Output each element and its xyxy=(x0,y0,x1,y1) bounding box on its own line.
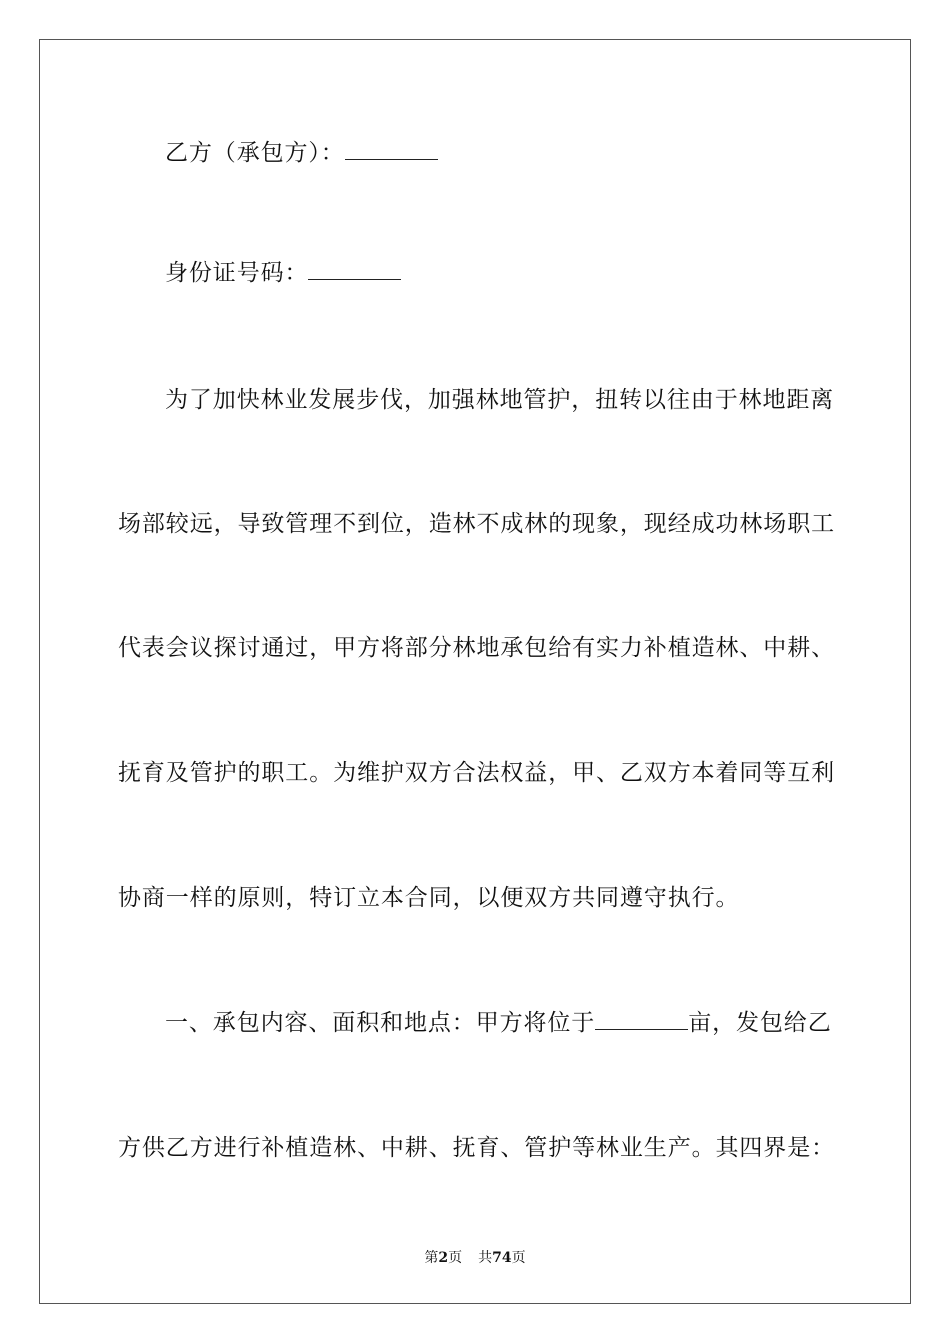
location-blank[interactable] xyxy=(595,1009,688,1030)
paragraph-line-1 xyxy=(165,385,835,415)
total-suffix: 页 xyxy=(511,1250,526,1266)
page-current: 2 xyxy=(438,1250,449,1266)
page-suffix: 页 xyxy=(448,1250,463,1266)
paragraph-text: 方供乙方进行补植造林、中耕、抚育、管护等林业生产。其四界是： xyxy=(118,1135,835,1161)
page-total: 74 xyxy=(492,1250,512,1266)
clause-1-line-2 xyxy=(118,1133,835,1163)
paragraph-text: 协商一样的原则，特订立本合同，以便双方共同遵守执行。 xyxy=(118,885,740,911)
paragraph-line-2 xyxy=(118,509,835,539)
paragraph-line-3 xyxy=(118,633,835,663)
page-prefix: 第 xyxy=(424,1250,439,1266)
paragraph-line-4 xyxy=(118,758,835,788)
paragraph-text: 抚育及管护的职工。为维护双方合法权益，甲、乙双方本着同等互利 xyxy=(118,760,835,786)
party-b-line xyxy=(165,138,832,168)
party-b-blank[interactable] xyxy=(345,139,438,160)
clause-1-text-after: 亩，发包给乙 xyxy=(688,1010,832,1036)
page-footer xyxy=(0,1249,950,1267)
paragraph-text: 场部较远，导致管理不到位，造林不成林的现象，现经成功林场职工 xyxy=(118,511,835,537)
clause-1-line-1 xyxy=(165,1008,832,1038)
id-number-line xyxy=(165,258,832,288)
paragraph-text: 为了加快林业发展步伐，加强林地管护，扭转以往由于林地距离 xyxy=(165,387,835,413)
paragraph-text: 代表会议探讨通过，甲方将部分林地承包给有实力补植造林、中耕、 xyxy=(118,635,835,661)
total-prefix: 共 xyxy=(478,1250,493,1266)
page-border xyxy=(39,39,911,1304)
clause-1-text-before: 一、承包内容、面积和地点：甲方将位于 xyxy=(165,1010,596,1036)
id-number-label: 身份证号码： xyxy=(165,260,309,286)
party-b-label: 乙方（承包方）： xyxy=(165,140,345,166)
paragraph-line-5 xyxy=(118,883,832,913)
id-number-blank[interactable] xyxy=(308,259,401,280)
